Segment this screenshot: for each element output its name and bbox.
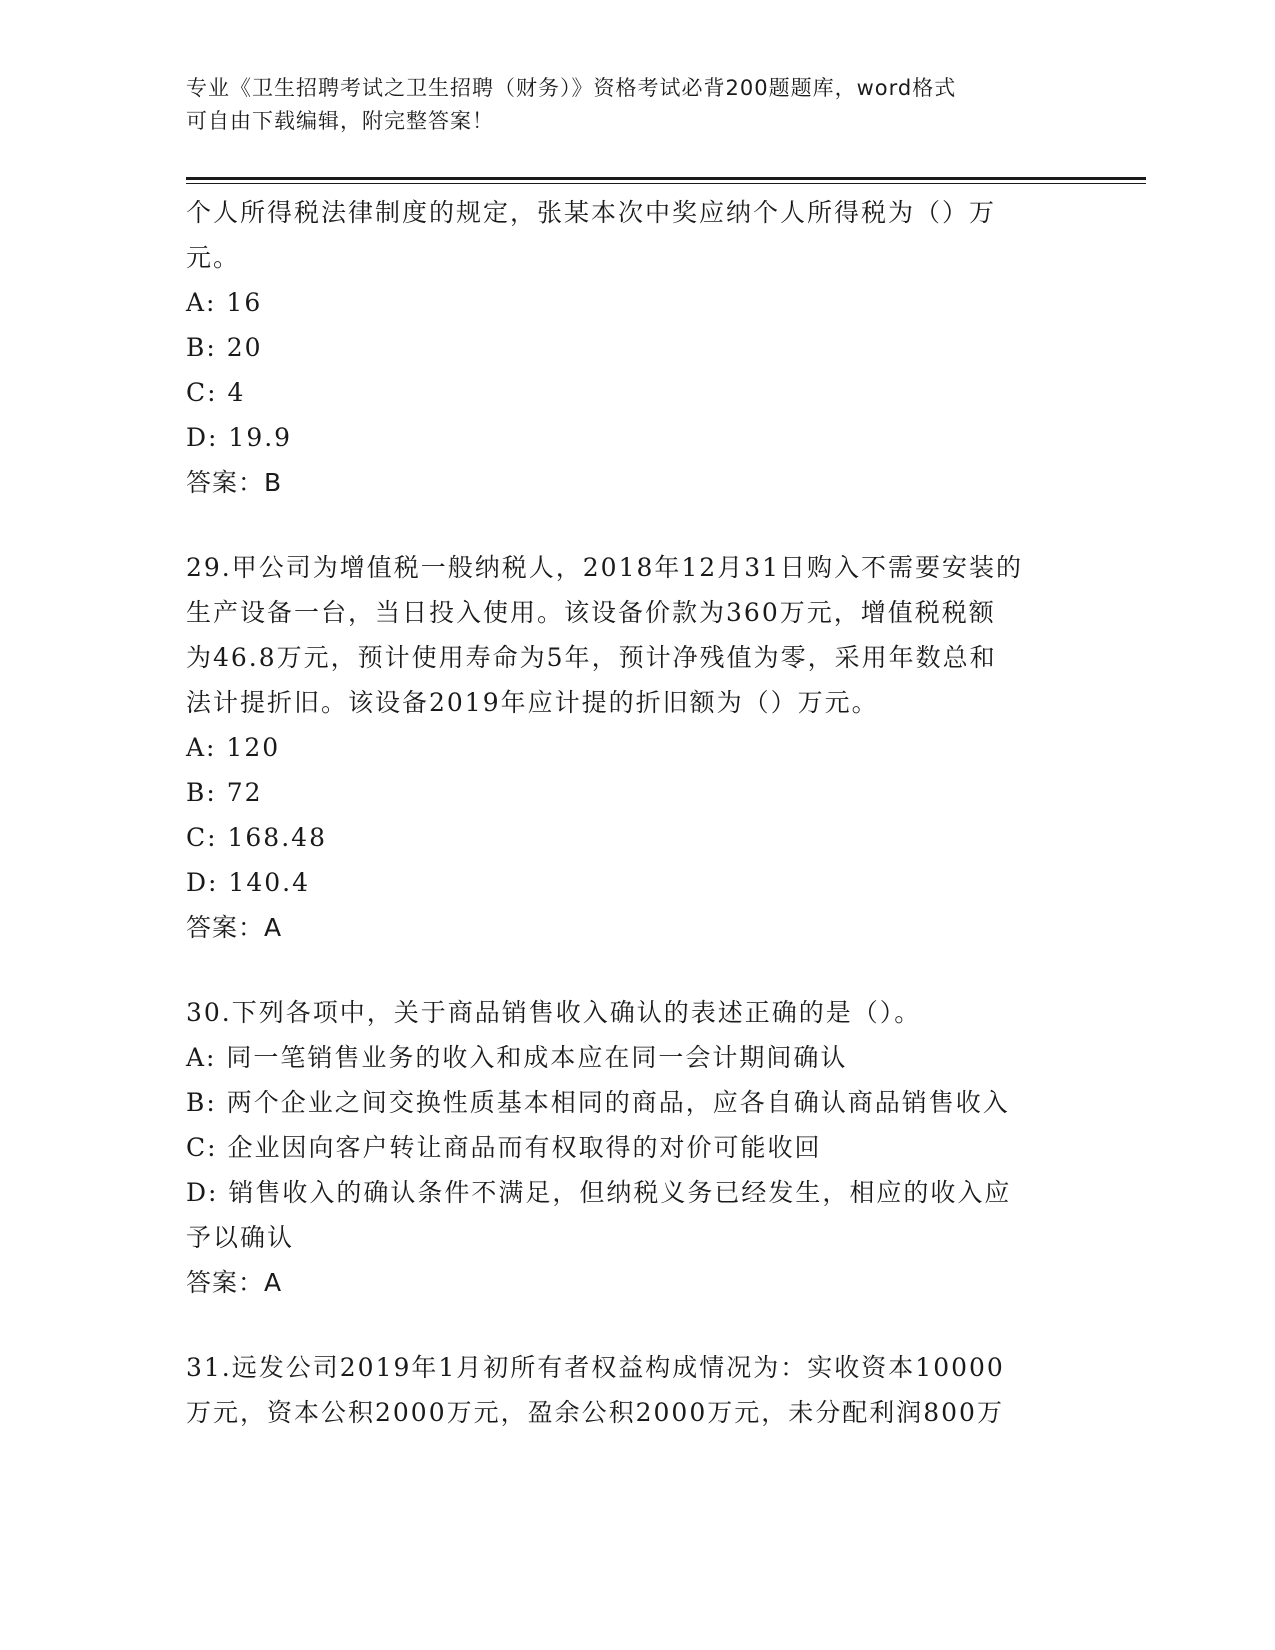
- option-b: B: 两个企业之间交换性质基本相同的商品，应各自确认商品销售收入: [186, 1088, 1010, 1117]
- answer-label: 答案：A: [186, 913, 283, 942]
- option-b: B: 72: [186, 778, 263, 807]
- option-d: D: 19.9: [186, 423, 293, 452]
- header-title-line-1: 专业《卫生招聘考试之卫生招聘（财务）》资格考试必背200题题库，word格式: [186, 76, 957, 100]
- question-stem-line: 生产设备一台，当日投入使用。该设备价款为360万元，增值税税额: [186, 598, 996, 627]
- question-stem-line: 个人所得税法律制度的规定，张某本次中奖应纳个人所得税为（）万: [186, 198, 997, 227]
- question-29: [186, 545, 1086, 950]
- option-a: A: 同一笔销售业务的收入和成本应在同一会计期间确认: [186, 1043, 848, 1072]
- option-a: A: 120: [186, 733, 281, 762]
- question-stem-line: 29.甲公司为增值税一般纳税人，2018年12月31日购入不需要安装的: [186, 553, 1024, 582]
- header-rule-thick: [186, 177, 1146, 180]
- header-title-line-2: 可自由下载编辑，附完整答案！: [186, 109, 494, 133]
- question-stem-line: 为46.8万元，预计使用寿命为5年，预计净残值为零，采用年数总和: [186, 643, 997, 672]
- question-stem-line: 30.下列各项中，关于商品销售收入确认的表述正确的是（）。: [186, 998, 922, 1027]
- question-stem-line: 31.远发公司2019年1月初所有者权益构成情况为：实收资本10000: [186, 1353, 1005, 1382]
- header-rule-thin: [186, 183, 1146, 184]
- answer-label: 答案：B: [186, 468, 283, 497]
- question-content: [186, 190, 1086, 1435]
- page-header: [186, 72, 1066, 138]
- answer-label: 答案：A: [186, 1268, 283, 1297]
- question-stem-line: 法计提折旧。该设备2019年应计提的折旧额为（）万元。: [186, 688, 879, 717]
- option-c: C: 4: [186, 378, 246, 407]
- question-31: [186, 1345, 1086, 1435]
- option-a: A: 16: [186, 288, 263, 317]
- option-d-continued: 予以确认: [186, 1223, 295, 1252]
- question-30: [186, 990, 1086, 1305]
- option-b: B: 20: [186, 333, 263, 362]
- option-c: C: 168.48: [186, 823, 327, 852]
- question-stem-line: 万元，资本公积2000万元，盈余公积2000万元，未分配利润800万: [186, 1398, 1004, 1427]
- option-d: D: 140.4: [186, 868, 310, 897]
- question-stem-line: 元。: [186, 243, 241, 272]
- question-28: [186, 190, 1086, 505]
- option-d: D: 销售收入的确认条件不满足，但纳税义务已经发生，相应的收入应: [186, 1178, 1012, 1207]
- option-c: C: 企业因向客户转让商品而有权取得的对价可能收回: [186, 1133, 822, 1162]
